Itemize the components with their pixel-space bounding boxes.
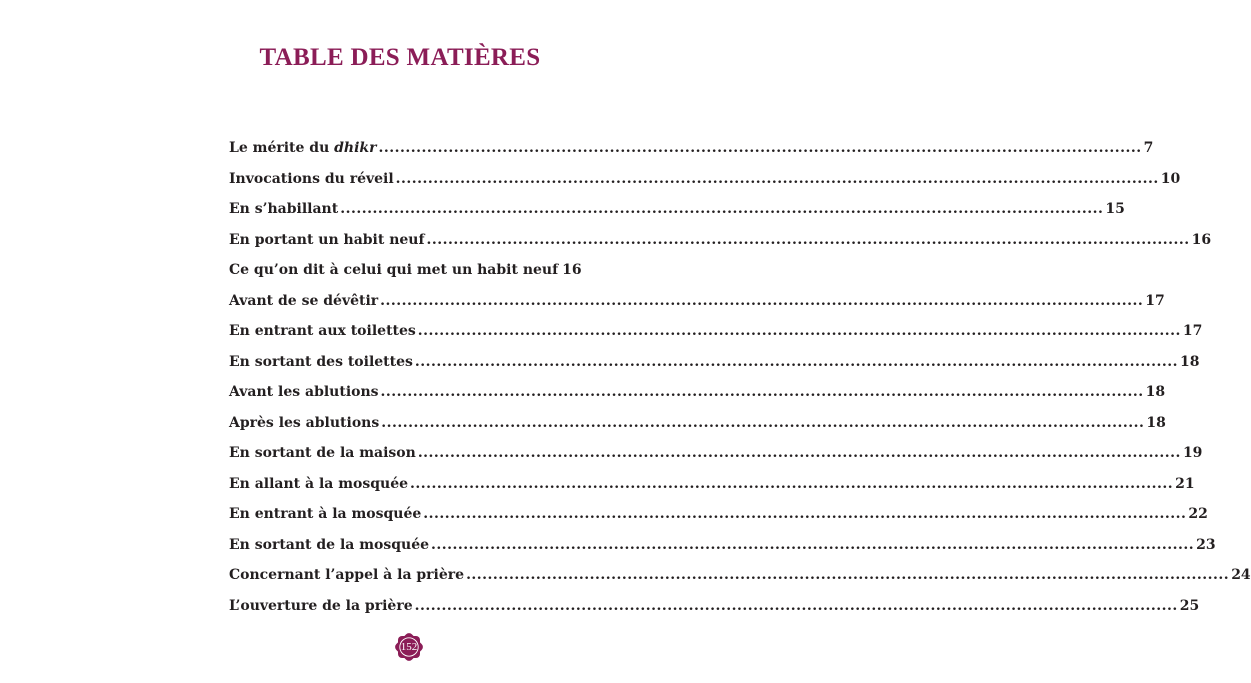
toc-entry[interactable]: [229, 384, 1166, 415]
toc-entry-page: 18: [1145, 384, 1166, 400]
toc-entry-page: 25: [1179, 597, 1200, 614]
toc-entry-label: Avant de se dévêtir: [229, 292, 379, 309]
toc-entry-page: 21: [1175, 475, 1195, 492]
toc-entry-label: En portant un habit neuf: [229, 231, 425, 248]
toc-entry-page: 18: [1180, 353, 1200, 370]
toc-entry[interactable]: [229, 231, 1212, 263]
toc-entry[interactable]: [229, 506, 1208, 537]
toc-entry[interactable]: [229, 262, 582, 293]
toc-entry-label: En allant à la mosquée: [229, 475, 409, 492]
dot-leader: [379, 140, 1142, 156]
toc-entry-label: Concernant l’appel à la prière: [229, 567, 465, 583]
dot-leader: [340, 201, 1103, 217]
toc-entry-page: 19: [1182, 445, 1203, 461]
toc-entry-label: En sortant de la mosquée: [229, 536, 430, 553]
dot-leader: [381, 415, 1144, 431]
toc-entry-label: Ce qu’on dit à celui qui met un habit neuf: [229, 262, 559, 278]
dot-leader: [415, 598, 1178, 614]
toc-entry-page: 17: [1145, 292, 1165, 309]
page-title: TABLE DES MATIÈRES: [259, 44, 541, 71]
toc-entry-label: Invocations du réveil: [229, 170, 394, 187]
toc-entry-label: En s’habillant: [229, 201, 339, 217]
toc-entry-page: 24: [1231, 567, 1251, 583]
toc-entry-label-italic: dhikr: [334, 140, 377, 156]
toc-entry-label: Le mérite du dhikr: [229, 140, 377, 156]
toc-entry[interactable]: [229, 201, 1125, 232]
toc-entry-page: 16: [1191, 231, 1212, 248]
dot-leader: [381, 384, 1144, 400]
toc-entry-page: 23: [1196, 536, 1216, 553]
toc-entry-label: En entrant à la mosquée: [229, 506, 422, 522]
page-number: 152: [400, 641, 418, 653]
dot-leader: [415, 354, 1178, 370]
toc-entry-label: L’ouverture de la prière: [229, 597, 413, 614]
dot-leader: [410, 476, 1173, 492]
toc-entry[interactable]: [229, 567, 1251, 598]
toc-entry[interactable]: [229, 445, 1203, 476]
toc-entry[interactable]: [229, 597, 1200, 629]
dot-leader: [418, 323, 1181, 339]
dot-leader: [423, 506, 1186, 522]
toc-entry-label: En sortant de la maison: [229, 445, 416, 461]
dot-leader: [427, 232, 1190, 248]
toc-entry-page: 22: [1188, 506, 1208, 522]
toc-entry[interactable]: [229, 536, 1216, 568]
toc-entry-page: 7: [1143, 140, 1154, 156]
toc-entry-label: En entrant aux toilettes: [229, 323, 416, 339]
toc-entry-page: 16: [562, 262, 582, 278]
toc-entry[interactable]: [229, 353, 1200, 385]
dot-leader: [431, 537, 1194, 553]
toc-entry-page: 17: [1182, 323, 1203, 339]
toc-entry-page: 15: [1105, 201, 1125, 217]
toc-entry[interactable]: [229, 292, 1165, 324]
dot-leader: [418, 445, 1181, 461]
dot-leader: [380, 293, 1143, 309]
toc-entry[interactable]: [229, 475, 1195, 507]
table-of-contents: [229, 140, 1251, 628]
toc-entry[interactable]: [229, 414, 1166, 446]
toc-entry-page: 18: [1146, 414, 1166, 431]
dot-leader: [466, 567, 1229, 583]
page-number-badge: [392, 630, 426, 664]
toc-entry[interactable]: [229, 323, 1203, 354]
toc-entry-label: En sortant des toilettes: [229, 353, 413, 370]
toc-entry[interactable]: [229, 140, 1154, 171]
dot-leader: [396, 171, 1159, 187]
toc-entry-page: 10: [1160, 170, 1181, 187]
toc-entry-label: Avant les ablutions: [229, 384, 379, 400]
toc-entry[interactable]: [229, 170, 1181, 202]
toc-entry-label: Après les ablutions: [229, 414, 380, 431]
